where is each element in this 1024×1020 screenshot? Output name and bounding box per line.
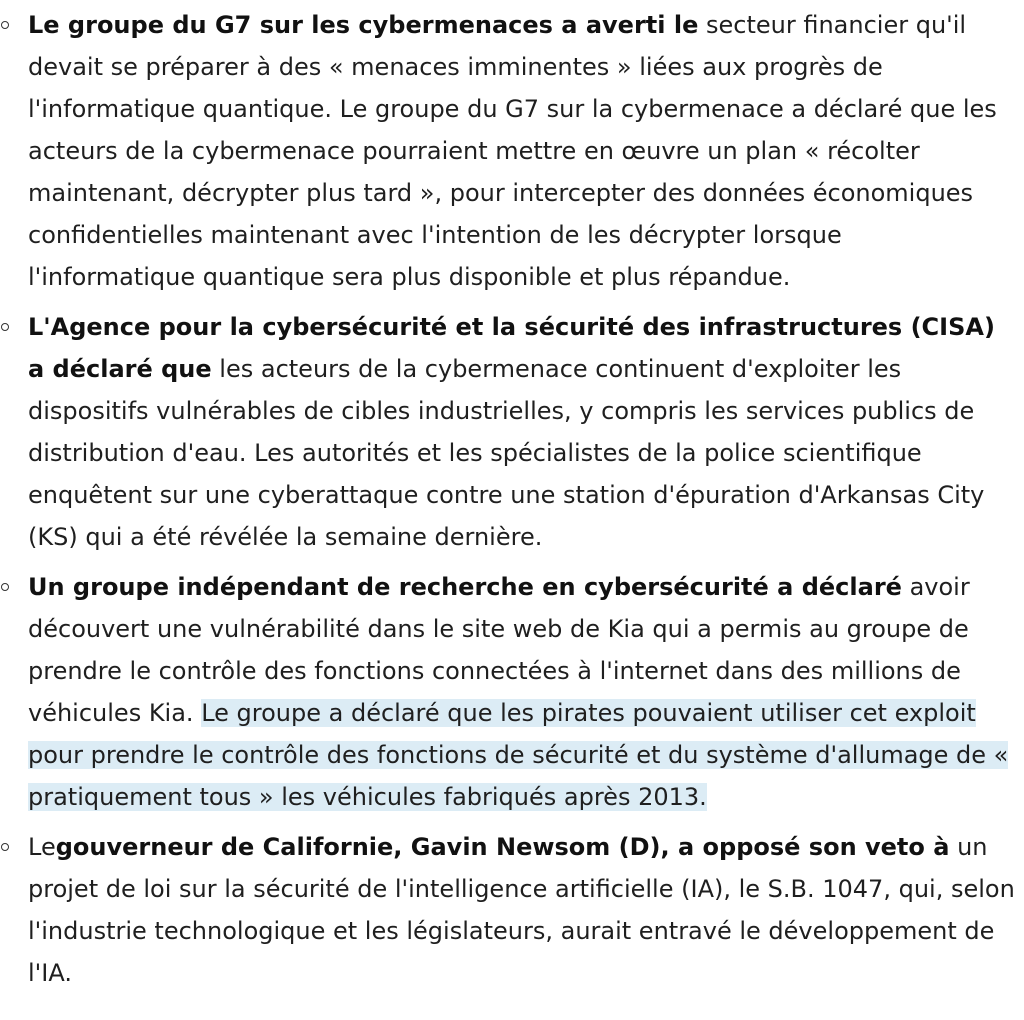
item-body: un projet de loi sur la sécurité de l'intelligence artificielle (IA), le S.B. 1047, qui, selon l'industrie technologique et les législateurs, aurait entravé le développement de l'IA. (28, 833, 1015, 987)
highlighted-text: Le groupe a déclaré que les pirates pouvaient utiliser cet exploit pour prendre le contrôle des fonctions de sécurité et du système d'allumage de « pratiquement tous » les véhicules fabriqués après 2013. (28, 699, 1009, 811)
hollow-bullet-icon (1, 583, 9, 591)
item-prefix: Le (28, 833, 56, 861)
item-body: les acteurs de la cybermenace continuent d'exploiter les dispositifs vulnérables de cibles industrielles, y compris les services publics de distribution d'eau. Les autorités et les spécialistes de la police scientifique enquêtent sur une cyberattaque contre une station d'épuration d'Arkansas City (KS) qui a été révélée la semaine dernière. (28, 355, 985, 551)
hollow-bullet-icon (1, 21, 9, 29)
item-lead: Le groupe du G7 sur les cybermenaces a averti le (28, 11, 699, 39)
item-body: secteur financier qu'il devait se préparer à des « menaces imminentes » liées aux progrès de l'informatique quantique. Le groupe du G7 sur la cybermenace a déclaré que les acteurs de la cybermenace pourraient mettre en œuvre un plan « récolter maintenant, décrypter plus tard », pour intercepter des données économiques confidentielles maintenant avec l'intention de les décrypter lorsque l'informatique quantique sera plus disponible et plus répandue. (28, 11, 997, 291)
item-lead: L'Agence pour la cybersécurité et la sécurité des infrastructures (CISA) a déclaré que (28, 313, 995, 383)
list-item (0, 306, 1016, 558)
item-lead: gouverneur de Californie, Gavin Newsom (D), a opposé son veto à (55, 833, 950, 861)
hollow-bullet-icon (1, 843, 9, 851)
hollow-bullet-icon (1, 323, 9, 331)
list-item (0, 4, 1016, 298)
item-body: avoir découvert une vulnérabilité dans le site web de Kia qui a permis au groupe de prendre le contrôle des fonctions connectées à l'internet dans des millions de véhicules Kia. (28, 573, 970, 727)
item-lead: Un groupe indépendant de recherche en cybersécurité a déclaré (28, 573, 902, 601)
list-item (0, 566, 1016, 818)
list-item (0, 826, 1016, 994)
